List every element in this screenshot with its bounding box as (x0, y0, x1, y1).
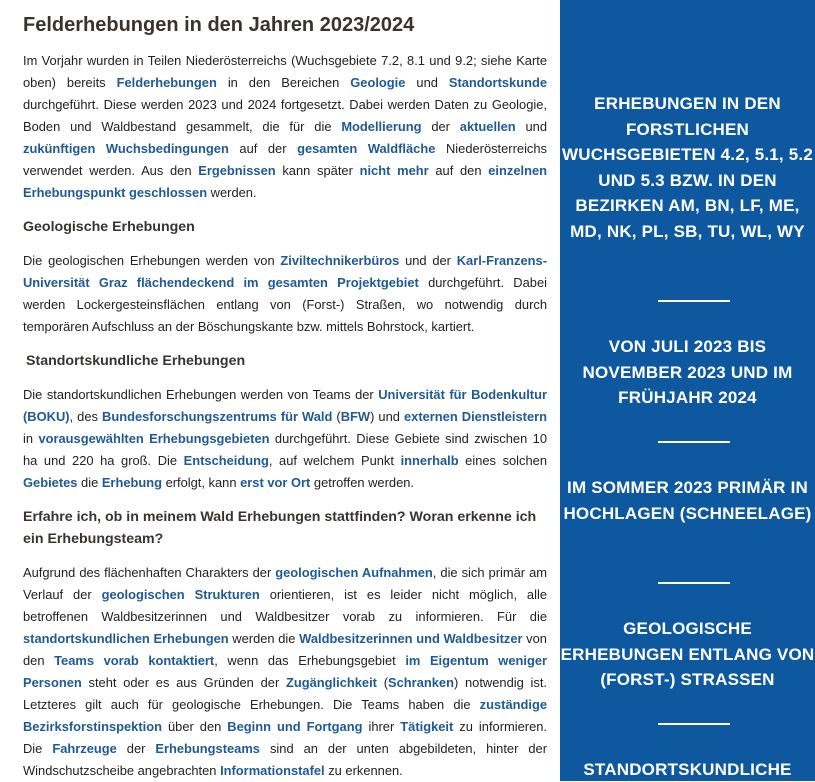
highlight-term: Zugänglichkeit (286, 675, 377, 690)
article-title: Felderhebungen in den Jahren 2023/2024 (23, 14, 415, 36)
info-sidebar (560, 0, 815, 781)
highlight-term: Modellierung (341, 119, 422, 134)
highlight-term: Erhebungsteams (155, 741, 260, 756)
highlight-term: geologischen Strukturen (101, 587, 260, 602)
highlight-term: Waldbesitzerinnen und Waldbesitzer (299, 631, 523, 646)
highlight-term: einzelnen Erhebungspunkt geschlossen (23, 163, 547, 200)
highlight-term: Informationstafel (220, 763, 325, 778)
site-paragraph: Die standortskundlichen Erhebungen werden von Teams der Universität für Bodenkultur (BOKU), des Bundesforschungszentrums für Wald (BFW) und externen Dienstleistern in vorausgewählten Erhebungsgebieten durchgeführt. Diese Gebiete sind zwischen 10 ha und 220 ha groß. Die Entscheidung, auf welchem Punkt innerhalb eines solchen Gebietes die Erhebung erfolgt, kann erst vor Ort getroffen werden. (23, 387, 548, 490)
highlight-term: Schranken (388, 675, 454, 690)
faq-paragraph: Aufgrund des flächenhaften Charakters der geologischen Aufnahmen, die sich primär am Verlauf der geologischen Strukturen orientieren, ist es leider nicht möglich, alle betroffenen Waldbesitzerinnen und Waldbesitzer vorab zu informieren. Für die standortskundlichen Erhebungen werden die Waldbesitzerinnen und Waldbesitzer von den Teams vorab kontaktiert, wenn das Erhebungsgebiet im Eigentum weniger Personen steht oder es aus Gründen der Zugänglichkeit (Schranken) notwendig ist. Letzteres gilt auch für geologische Erhebungen. Die Teams haben die zuständige Bezirksforstinspektion über den Beginn und Fortgang ihrer Tätigkeit zu informieren. Die Fahrzeuge der Erhebungsteams sind an der unten abgebildeten, hinter der Windschutzscheibe angebrachten Informationstafel zu erkennen. (23, 565, 548, 778)
sidebar-item-site: STANDORTSKUNDLICHE (583, 760, 792, 779)
highlight-term: nicht mehr (359, 163, 429, 178)
sidebar-divider (658, 723, 730, 725)
sidebar-item-geology: GEOLOGISCHE ERHEBUNGEN ENTLANG VON (FORST-) STRASSEN (560, 619, 815, 689)
site-heading: Standortskundliche Erhebungen (26, 353, 246, 369)
highlight-term: Tätigkeit (400, 719, 454, 734)
highlight-term: Felderhebungen (116, 75, 217, 90)
highlight-term: zukünftigen Wuchsbedingungen (23, 141, 229, 156)
highlight-term: externen Dienstleistern (403, 409, 548, 424)
highlight-term: Beginn und Fortgang (227, 719, 363, 734)
highlight-term: zuständige Bezirksforstinspektion (23, 697, 547, 734)
highlight-term: im Eigentum weniger Personen (23, 653, 548, 690)
highlight-term: Gebietes (23, 475, 78, 490)
highlight-term: Fahrzeuge (52, 741, 117, 756)
highlight-term: Standortskunde (448, 75, 547, 90)
sidebar-item-regions: ERHEBUNGEN IN DEN FORSTLICHEN WUCHSGEBIETEN 4.2, 5.1, 5.2 UND 5.3 BZW. IN DEN BEZIRKEN AM, BN, LF, ME, MD, NK, PL, SB, TU, WL, WY (561, 94, 814, 241)
geo-heading: Geologische Erhebungen (23, 219, 195, 235)
highlight-term: vorausgewählten Erhebungsgebieten (38, 431, 270, 446)
sidebar-item-summer: IM SOMMER 2023 PRIMÄR IN HOCHLAGEN (SCHNEELAGE) (563, 478, 812, 523)
highlight-term: gesamten Waldfläche (297, 141, 436, 156)
highlight-term: Geologie (350, 75, 406, 90)
highlight-term: Universität für Bodenkultur (BOKU) (23, 387, 547, 424)
highlight-term: erst vor Ort (240, 475, 311, 490)
highlight-term: geologischen Aufnahmen (275, 565, 433, 580)
highlight-term: standortskundlichen Erhebungen (23, 631, 229, 646)
highlight-term: Karl-Franzens-Universität Graz flächendeckend im gesamten Projektgebiet (23, 253, 547, 290)
faq-heading: Erfahre ich, ob in meinem Wald Erhebungen stattfinden? Woran erkenne ich ein Erhebungsteam? (23, 509, 537, 547)
highlight-term: Erhebung (101, 475, 162, 490)
intro-paragraph: Im Vorjahr wurden in Teilen Niederösterreichs (Wuchsgebiete 7.2, 8.1 und 9.2; siehe Karte oben) bereits Felderhebungen in den Bereichen Geologie und Standortskunde durchgeführt. Diese werden 2023 und 2024 fortgesetzt. Dabei werden Daten zu Geologie, Boden und Waldbestand gesammelt, die für die Modellierung der aktuellen und zukünftigen Wuchsbedingungen auf der gesamten Waldfläche Niederösterreichs verwendet werden. Aus den Ergebnissen kann später nicht mehr auf den einzelnen Erhebungspunkt geschlossen werden. (23, 53, 548, 200)
highlight-term: BFW (340, 409, 371, 424)
sidebar-item-period: VON JULI 2023 BIS NOVEMBER 2023 UND IM FRÜHJAHR 2024 (582, 337, 793, 407)
highlight-term: innerhalb (400, 453, 459, 468)
highlight-term: Bundesforschungszentrums für Wald (102, 409, 333, 424)
sidebar-divider (658, 441, 730, 443)
highlight-term: Ziviltechnikerbüros (280, 253, 400, 268)
geo-paragraph: Die geologischen Erhebungen werden von Ziviltechnikerbüros und der Karl-Franzens-Universität Graz flächendeckend im gesamten Projektgebiet durchgeführt. Dabei werden Lockergesteinsflächen entlang von (Forst-) Straßen, wo notwendig durch temporären Aufschluss an der Böschungskante bzw. mittels Bohrstock, kartiert. (23, 253, 547, 334)
highlight-term: aktuellen (459, 119, 516, 134)
sidebar-divider (658, 300, 730, 302)
sidebar-divider (658, 582, 730, 584)
highlight-term: Teams vorab kontaktiert (54, 653, 215, 668)
highlight-term: Ergebnissen (198, 163, 276, 178)
highlight-term: Entscheidung (183, 453, 269, 468)
